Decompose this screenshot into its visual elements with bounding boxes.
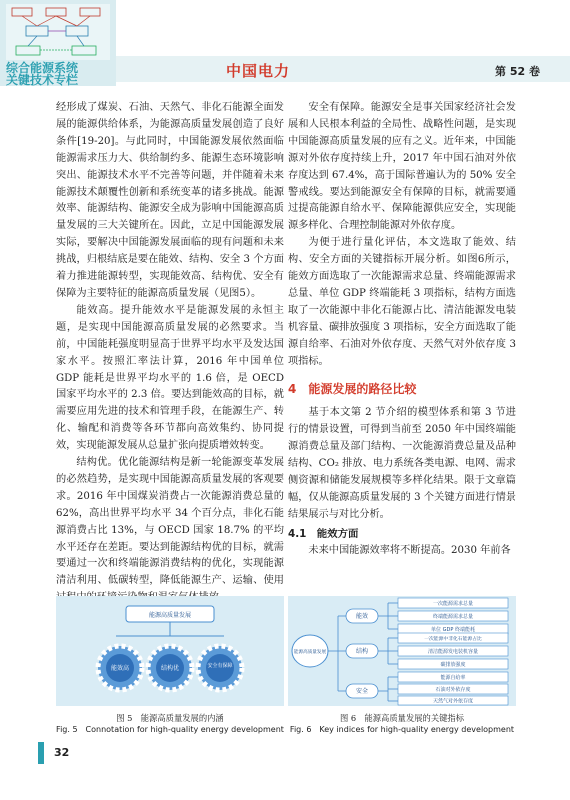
paragraph: 能效高。提升能效水平是能源发展的永恒主题，是实现中国能源高质量发展的必然要求。当前，中国能耗强度明显高于世界平均水平及发达国家水平。按照汇率法计算，2016 年中国单位 GDP 能耗是世界平均水平的 1.6 倍，是 OECD 国家平均水平的 2.3 倍。要达到能效高的目标，就需要应用先进的技术和管理手段，在能源生产、转化、输配和消费等各环节都向高效集约、协同提效，实现能源发展从总量扩张向提质增效转变。	[56, 304, 284, 452]
paragraph: 结构优。优化能源结构是新一轮能源变革发展的必然趋势，是实现中国能源高质量发展的客观要求。2016 年中国煤炭消费占一次能源消费总量的 62%，高出世界平均水平 34 个百分点，非化石能源消费占比 13%，与 OECD 国家 18.7% 的平均水平还存在差距。要达到能源结构优的目标，就需要通过一次和终端能源消费结构的优化，实现能源清洁利用、低碳转型，降低能源生产、运输、使用	[56, 457, 284, 587]
indicator-label: 一次能源需求总量	[432, 601, 474, 607]
gear-icon	[98, 646, 142, 690]
section-title-line1: 综合能源系统	[6, 61, 79, 75]
group-node	[346, 609, 378, 623]
indicator-box	[388, 646, 508, 656]
paragraph: 未来中国能源效率将不断提高。2030 年前各	[308, 544, 511, 556]
indicator-label: 石油对外依存度	[435, 687, 471, 693]
indicator-label: 能源自给率	[440, 675, 466, 681]
indicator-label: 单位 GDP 终端能耗	[431, 627, 475, 633]
gear-icon	[198, 646, 242, 690]
paragraph: 经形成了煤炭、石油、天然气、非化石能源全面发展的能源供给体系，为能源高质量发展创造了良好条件[19-20]。与此同时，中国能源发展依然面临能源需求压力大、供给制约多、能源生态环境影响突出、能源技术水平不完善等问题，并伴随着未来能源技术颠覆性创新和系统变革的诸多挑战。能源效率、能源结构、能源安全成为影响中国能源高质量发展的三大关键所在。因此，立足中国能源发展实际，要解决中国能源发展面临的现有问题和未来挑战，归根结底是要在能效、结构、安全 3 个方面着力推进能源转型，实现能效高、结构优、安全有保障为主要特征的能源高质量发展（见图5）。	[56, 102, 284, 299]
indicator-label: 天然气对外依存度	[432, 698, 474, 705]
indicator-box	[388, 659, 508, 669]
banner-label: 能源高质量发展	[148, 612, 192, 619]
section-column-title	[6, 62, 114, 86]
indicator-box	[388, 611, 508, 621]
figure-5-caption	[50, 712, 290, 736]
column-logo	[0, 0, 116, 86]
indicator-label: 清洁能源发电装机容量	[427, 649, 479, 655]
indicator-box	[388, 672, 508, 682]
indicator-box	[388, 633, 508, 643]
caption-en: Fig. 5 Connotation for high-quality energy development	[56, 725, 284, 734]
right-column	[288, 100, 516, 560]
group-node	[346, 684, 378, 698]
figure-5-graphic	[56, 596, 284, 706]
indicator-box	[388, 696, 508, 705]
group-label: 安全	[355, 688, 369, 695]
caption-cn: 图 5 能源高质量发展的内涵	[116, 713, 224, 723]
group-label: 能效	[355, 613, 369, 620]
indicator-box	[388, 684, 508, 694]
page-number: 32	[54, 746, 70, 759]
figure-6-caption	[282, 712, 522, 736]
paragraph: 基于本文第 2 节介绍的模型体系和第 3 节进行的情景设置，可得到当前至 2050 年中国终端能源消费总量及部门结构、一次能源消费总量及品种结构、CO₂ 排放、电力系统各类电源、电网、需求侧资源和储能发展规模等多样化结果。限于文章篇幅，仅从能源高质量发展的 3 个关键方面进行情景结果展示与对比分析。	[288, 407, 516, 520]
subsection-heading: 4.1 能效方面	[288, 527, 359, 540]
section-heading: 4 能源发展的路径比较	[288, 381, 417, 396]
group-node	[346, 644, 378, 658]
caption-cn: 图 6 能源高质量发展的关键指标	[339, 713, 465, 723]
indicator-label: 终端能源需求总量	[432, 614, 474, 620]
indicator-box	[388, 624, 508, 634]
volume-label: 第 52 卷	[495, 65, 540, 78]
figure-6-graphic	[288, 596, 516, 706]
left-column	[56, 100, 284, 607]
indicator-box	[388, 598, 508, 608]
figure-5	[56, 596, 284, 706]
caption-en: Fig. 6 Key indices for high-quality energy development	[289, 725, 515, 734]
gear-icon	[148, 646, 192, 690]
gear-label: 能效高	[110, 665, 130, 672]
banner-box	[126, 606, 214, 622]
paragraph: 安全有保障。能源安全是事关国家经济社会发展和人民根本利益的全局性、战略性问题，是实现中国能源高质量发展的应有之义。近年来，中国能源对外依存度持续上升，2017 年中国石油对外依存度达到 67.4%，高于国际普遍认为的 50% 安全警戒线。要达到能源安全有保障的目标，就需要通过提高能源自给水平、保障能源供应安全，实现能源多样化、合理控制能源对外依存度。	[288, 102, 516, 232]
group-label: 结构	[355, 648, 369, 655]
page-header	[0, 0, 570, 86]
indicator-label: 一次能源中非化石能源占比	[424, 637, 482, 642]
paragraph: 为便于进行量化评估，本文选取了能效、结构、安全方面的关键指标开展分析。如图6所示，能效方面选取了一次能源需求总量、终端能源需求总量、单位 GDP 终端能耗 3 项指标，结构方面选取了一次能源中非化石能源占比、清洁能源发电装机容量、碳排放强度 3 项指标，安全方面选取了能源自给率、石油对外依存度、天然气对外依存度 3 项指标。	[288, 237, 516, 367]
indicator-label: 碳排放强度	[440, 662, 466, 668]
root-node	[292, 635, 328, 667]
root-label: 能源高质量发展	[293, 650, 327, 655]
journal-title: 中国电力	[226, 62, 291, 80]
figure-6	[288, 596, 516, 706]
energy-system-diagram-icon	[6, 4, 110, 60]
section-title-line2: 关键技术专栏	[6, 73, 79, 87]
gear-label: 安全有保障	[207, 663, 233, 669]
page-number-marker	[38, 742, 44, 764]
gear-label: 结构优	[160, 665, 180, 672]
